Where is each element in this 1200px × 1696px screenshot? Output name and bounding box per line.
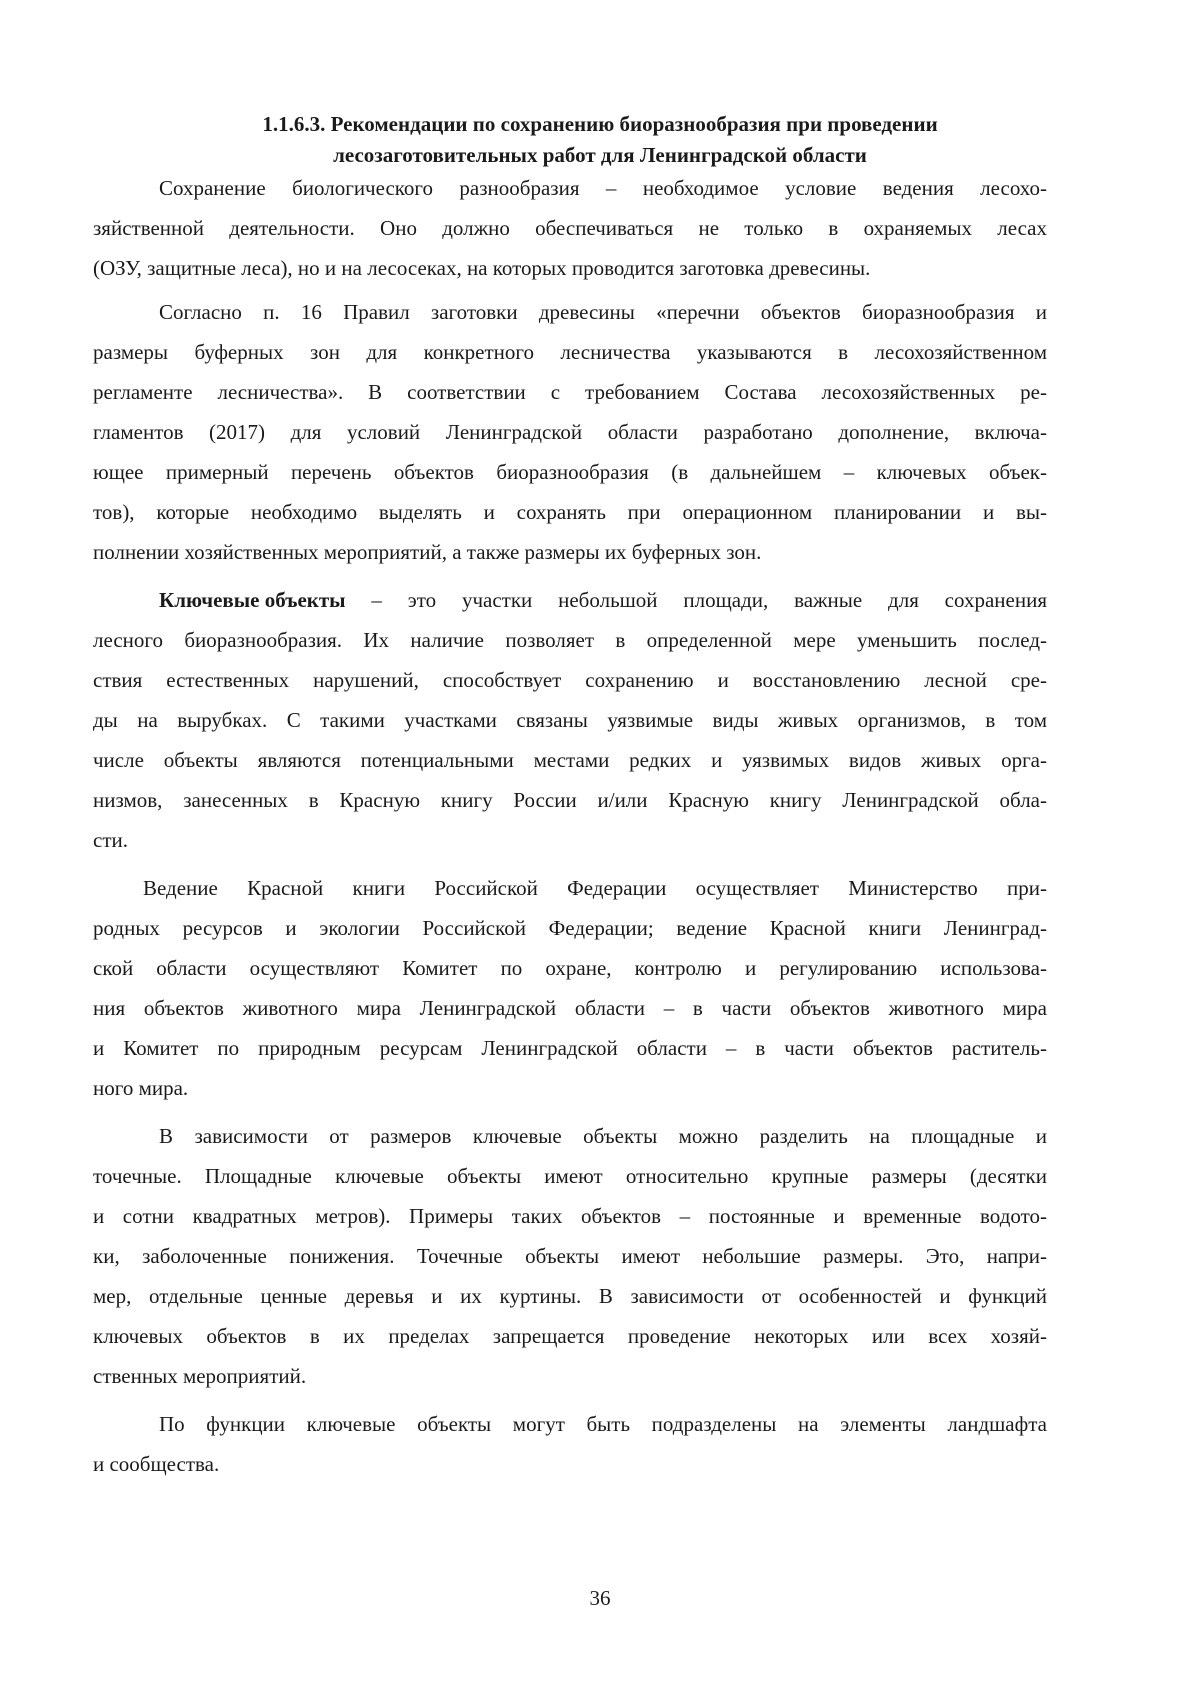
paragraph-line: По функции ключевые объекты могут быть подразделены на элементы ландшафта [159, 1412, 1047, 1436]
key-term: Ключевые объекты [159, 588, 346, 612]
paragraph-line: низмов, занесенных в Красную книгу России и/или Красную книгу Ленинградской обла- [93, 788, 1047, 812]
paragraph-line: ющее примерный перечень объектов биоразнообразия (в дальнейшем – ключевых объек- [93, 460, 1047, 484]
paragraph-line: точечные. Площадные ключевые объекты имеют относительно крупные размеры (десятки [93, 1164, 1047, 1188]
paragraph-line: ды на вырубках. С такими участками связаны уязвимые виды живых организмов, в том [93, 708, 1047, 732]
paragraph-line: полнении хозяйственных мероприятий, а также размеры их буферных зон. [93, 540, 762, 564]
paragraph-line-rest: – это участки небольшой площади, важные для сохранения [345, 588, 1047, 612]
section-heading-line-2: лесозаготовительных работ для Ленинградской области [333, 143, 867, 167]
paragraph-line: Сохранение биологического разнообразия – необходимое условие ведения лесохо- [159, 176, 1047, 200]
paragraph-line: регламенте лесничества». В соответствии с требованием Состава лесохозяйственных ре- [93, 380, 1047, 404]
section-heading-line-1: 1.1.6.3. Рекомендации по сохранению биоразнообразия при проведении [262, 112, 938, 136]
paragraph-line: мер, отдельные ценные деревья и их куртины. В зависимости от особенностей и функций [93, 1284, 1047, 1308]
paragraph-line: зяйственной деятельности. Оно должно обеспечиваться не только в охраняемых лесах [93, 216, 1047, 240]
paragraph-line: лесного биоразнообразия. Их наличие позволяет в определенной мере уменьшить послед- [93, 628, 1047, 652]
paragraph-line: ки, заболоченные понижения. Точечные объекты имеют небольшие размеры. Это, напри- [93, 1244, 1047, 1268]
paragraph-line: ствия естественных нарушений, способствует сохранению и восстановлению лесной сре- [93, 668, 1047, 692]
paragraph-line: родных ресурсов и экологии Российской Федерации; ведение Красной книги Ленинград- [93, 916, 1047, 940]
paragraph-line: и сотни квадратных метров). Примеры таких объектов – постоянные и временные водото- [93, 1204, 1047, 1228]
paragraph-line: ключевых объектов в их пределах запрещается проведение некоторых или всех хозяй- [93, 1324, 1047, 1348]
paragraph-line: (ОЗУ, защитные леса), но и на лесосеках, на которых проводится заготовка древесины. [93, 256, 871, 280]
paragraph-line: размеры буферных зон для конкретного лесничества указываются в лесохозяйственном [93, 340, 1047, 364]
page-number: 36 [589, 1586, 611, 1610]
paragraph-line: Согласно п. 16 Правил заготовки древесины «перечни объектов биоразнообразия и [159, 300, 1047, 324]
paragraph-line: Ведение Красной книги Российской Федерации осуществляет Министерство при- [143, 876, 1047, 900]
paragraph-line: числе объекты являются потенциальными местами редких и уязвимых видов живых орга- [93, 748, 1047, 772]
paragraph-line: гламентов (2017) для условий Ленинградской области разработано дополнение, включа- [93, 420, 1047, 444]
paragraph-line: ственных мероприятий. [93, 1364, 307, 1388]
paragraph-line: тов), которые необходимо выделять и сохранять при операционном планировании и вы- [93, 500, 1047, 524]
paragraph-line: сти. [93, 828, 128, 852]
paragraph-line: В зависимости от размеров ключевые объекты можно разделить на площадные и [159, 1124, 1047, 1148]
paragraph-line: ской области осуществляют Комитет по охране, контролю и регулированию использова- [93, 956, 1047, 980]
paragraph-line-with-term [159, 580, 1047, 620]
paragraph-line: ния объектов животного мира Ленинградской области – в части объектов животного мира [93, 996, 1047, 1020]
paragraph-line: и сообщества. [93, 1452, 220, 1476]
paragraph-line: и Комитет по природным ресурсам Ленинградской области – в части объектов раститель- [93, 1036, 1047, 1060]
paragraph-line: ного мира. [93, 1076, 189, 1100]
